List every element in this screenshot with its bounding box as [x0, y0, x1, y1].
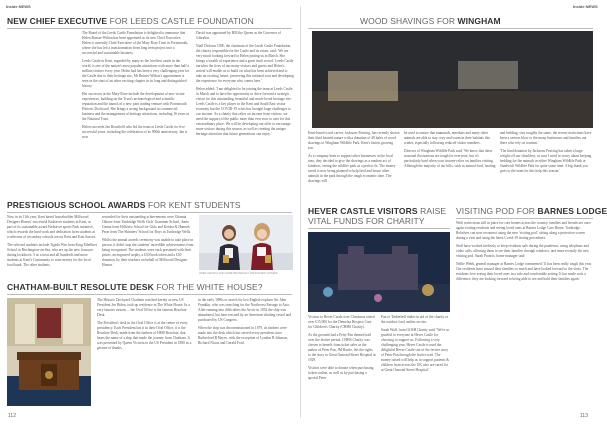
wood-shavings-photo: [308, 31, 593, 128]
chatham-para: The Historic Dockyard Chatham watched keenly as new US President Joe Biden, took up residence in The White House. In a very famous custom ... the Oval Office is the famous Resolute Desk.: [97, 298, 190, 317]
school-para: Whilst the annual awards ceremony was unable to take place in person, it didn't stop the students' incredible achievements from being recognised. The students were each presented with their prizes, an engraved trophy, a £50 book token and a £50 donation, by their teachers on behalf of Millwood Designer Homes.: [102, 238, 194, 267]
wood-para: As a company keen to support other businesses in the local area, they decided to give the shavings as a random act of kindness, seeing the wildlife park as a perfect fit. The money saved is now being planned to help feed and house other animals in the park through the tough economic time. The shavings will: [308, 154, 396, 183]
pod-column: [456, 221, 593, 316]
chief-para: The Board of the Leeds Castle Foundation is delighted to announce that Helen Bonser-Wilton has been appointed as its new Chief Executive. Helen is currently Chief Executive of the Mary Rose Trust in Portsmouth, where she has led a transformation from long term project into a successful and sustainable business.: [82, 31, 189, 55]
wood-rule: [308, 28, 593, 29]
wood-headline: [360, 16, 501, 26]
pod-para: Nellie Webb, general manager at Barnes Lodge commented: 'It has been really tough this year. Our residents have missed their families so much and have looked forward to the visits. The residents love seeing their loved ones in a safe and comfortable setting. It has made such a difference, they are looking forward to being able to see and hold their families again.': [456, 262, 592, 281]
pod-headline-bold: BARNES LODGE: [537, 206, 607, 216]
hever-castle-photo: [308, 232, 450, 312]
chief-para: Leeds Castle in Kent, regarded by many as the loveliest castle in the world, is one of the nation's most popular attractions with more than half a million visitors every year. Helen had has been a very challenging year for the Castle due to their heritage site, Mr Bonser-Wilton's appointment is seen as the start of an other exciting chapter in its long and distinguished history.: [82, 59, 190, 88]
chief-column-2: [196, 31, 294, 201]
wood-para: be used to ensure that mammals, meerkats and many other animals are able to stay cozy and warm in their habitats this winter, especially following reduced visitor numbers.: [404, 131, 490, 145]
school-headline-bold: PRESTIGIOUS SCHOOL AWARDS: [7, 200, 146, 210]
school-para: rewarded for their outstanding achievements were Ghamia Oktone from Tunbridge Wells Girls' Grammar School, Amie Genna from Hillview School for Girls and Keisha & Hannah Peon from The Skinners' School for Boys in Tunbridge Wells.: [102, 215, 192, 234]
hever-para: Visitors were able to donate when purchasing tickets online, as well as by purchasing a special Peter: [308, 366, 374, 380]
chief-headline: [7, 16, 254, 26]
school-para: The selected students include Tigeda Win from King Ethelbert School in Birchington-on-Sea, who are up the new focusses during lockdown. 5 as a treat and all hundreds and more students at Kent's Community to raise money for the local food bank. The other students: [7, 243, 97, 267]
wood-para: 'The kind donation by Jacksons Fencing has taken a large weight off our shoulders, so now I need to worry about keeping bedding for the animals in either Wingham Wildlife Park or Sandwich Wildlife Park for quite some time. A big thank you goes to the team for this help this season.': [500, 149, 592, 173]
school-para: Now in its 11th year, Kent based housebuilder Millwood Designer Homes' successful Endeavor students in Kent, as part of its sustainable award Endeavor sports Park initiative, which rewards the hard work and dedication from students at a selection of secondary schools across Kent and East Sussex.: [7, 215, 97, 239]
chief-para: Niall Dickson CBE, the chairman of the Leeds Castle Foundation, the charity responsible for the Castle and its estate, said: 'We are very much looking forward to Helen joining us in March. She brings a wealth of experience and a great track record. Leeds Castle enriches the lives of our many visitors and guests and Helen's arrival will enable us to build on what has been achieved and to take an exciting future, preserving this national icon and developing the experience for everyone who comes here.': [196, 44, 294, 83]
wood-headline-light: WOOD SHAVINGS: [360, 16, 435, 26]
chatham-column-2: [198, 298, 293, 408]
hever-para: Pan or Tinkerbell tinker in aid of the charity or the outdoor food outlets on-site.: [381, 315, 449, 324]
chatham-para: When the ship was decommissioned in 1879, its timbers were made into the desk which has served every president since Rutherford B Hayes, with the exception of Lyndon B Johnson, Richard Nixon and Gerald Ford.: [198, 326, 288, 345]
hever-column-1: [308, 315, 376, 410]
chatham-rule: [7, 294, 292, 295]
chief-para: Helen succeeds Jan Bousfield who led the team at Leeds Castle for five successful years, including the celebration of its 900th anniversary. Jan is now: [82, 125, 188, 139]
pod-headline-light: VISITING POD FOR: [456, 206, 536, 216]
wood-headline-for: FOR: [436, 16, 456, 26]
zoo-animal-shavings-image: [308, 31, 593, 128]
wood-column-2: [404, 131, 496, 199]
chief-para: Helen added: 'I am delighted to be joining the team at Leeds Castle in March and to have the opportunity to drive forward a strategic vision for this outstanding, beautiful and much-loved heritage site. Leeds Castle is a key player in the Kent and South East visitor economy but the COVID-19 crisis has brought huge challenges to our income. As a charity that relies on income from visitors, we need the support of the public more than ever now to care for this extraordinary place. We will be developing our offer to encourage more visitors during this season, as well as creating the unique heritage attraction that future generations can enjoy.': [196, 87, 293, 136]
pod-rule: [456, 218, 593, 219]
oval-office-desk-image: [7, 298, 91, 406]
hever-para: As the grounds had a Petty Pan themed trail over the festive period, CHHS Charity was chosen to benefit from ticket sales as the author of Peter Pan, JM Barrie, left the rights to the story to Great Ormond Street Hospital in 1929.: [308, 333, 376, 362]
wood-headline-bold: WINGHAM: [457, 16, 501, 26]
hever-headline: [308, 206, 446, 226]
chatham-headline: [7, 282, 263, 292]
chatham-headline-bold: CHATHAM-BUILT RESOLUTE DESK: [7, 282, 154, 292]
pod-headline: [456, 206, 607, 216]
chatham-headline-light: FOR THE WHITE HOUSE?: [156, 282, 263, 292]
school-headline: [7, 200, 241, 210]
wood-column-1: [308, 131, 400, 199]
students-with-trophies-image: [199, 215, 293, 270]
chief-rule: [7, 28, 292, 29]
hever-para: Sarah Wall, from GOSH Charity said: 'We're so grateful to everyone at Hever Castle for choosing to support us. Following a very challenging year, Hever Castle is used the delightful Hever Castle site of the festive story of Peter Pan through the festive trail. The money raised will help us to support patients & children from across the UK who are cared for at Great Ormond Street Hospital.': [381, 328, 450, 372]
school-rule: [7, 212, 292, 213]
pod-para: With restrictions still in place for care homes across the country, families and friends are once again visiting residents and seeing loved ones at Barnes Lodge Care Home, Tonbridge. Relatives can now reconnect using the new 'visiting pod', sitting along a protective screen during a visit and using the latest Covid-19 testing procedures.: [456, 221, 591, 240]
chief-headline-light: FOR LEEDS CASTLE FOUNDATION: [109, 16, 254, 26]
hever-para: Visitors to Hever Castle over Christmas raised over £15,000 for the Demelza Hospice Care for Children's Charity (CHHS Charity).: [308, 315, 375, 329]
chatham-column-1: [97, 298, 192, 408]
hever-column-2: [381, 315, 450, 410]
hever-rule: [308, 228, 450, 229]
wood-para: Director of Wingham Wildlife Park said: 'We know that these seasonal fluctuations are tough for everyone, but it's particularly hard when your income relies on families visiting. Although the majority of our bills, such as animal food, heating: [404, 149, 496, 168]
school-column-2: [102, 215, 194, 277]
spine-divider: [300, 6, 301, 418]
school-column-1: [7, 215, 97, 277]
chief-headline-bold: NEW CHIEF EXECUTIVE: [7, 16, 108, 26]
hever-headline-light-2: VITAL FUNDS FOR CHARITY: [308, 216, 425, 226]
masthead-left: Inside NEWS: [6, 4, 31, 9]
school-awards-photo: [199, 215, 293, 270]
chatham-para: in the early 1880s to search for lost English explorer Sir John Franklin, who was searching for the Northwest Passage to Asia. After running into difficulties the Arctic in 1852 the ship was abandoned, but later rescued by an American whaling vessel and purchased by US Congress.: [198, 298, 292, 322]
wood-para: and bedding, stay roughly the same, the recent restrictions have been a serious blow to the many businesses and families out there who rely on tourism.': [500, 131, 592, 145]
page-number-right: 113: [580, 413, 588, 419]
wood-para: Kent-based wood carver, Jacksons Fencing, has recently shown their kind hearted nature with a donation of 40 bales of wood shavings to Wingham Wildlife Park, Kent's fastest growing zoo.: [308, 131, 400, 150]
page-number-left: 112: [8, 413, 16, 419]
school-headline-light: FOR KENT STUDENTS: [148, 200, 241, 210]
hever-castle-lights-image: [308, 232, 450, 312]
chatham-para: The President's desk in the Oval Office is at the centre of every presidency. Each President has it in their Oval Office, it is the Resolute Desk, made from the timbers of HMS Resolute, that bears the name of a ship that made the journey from Chatham. It was presented by Queen Victoria to the US President in 1880 as a gesture of thanks.: [97, 321, 192, 350]
chief-column-1: [82, 31, 190, 201]
masthead-right: Inside NEWS: [573, 4, 598, 9]
chief-para: Her successes at the Mary Rose include the development of new visitor experiences, building on the Trust's archaeological and scientific reputation and the launch of a new joint trading venture with Portsmouth Historic Dockyard. She brings a strong background in commercial business and the management of heritage attractions, including 16 years at the National Trust.: [82, 92, 189, 121]
wood-column-3: [500, 131, 593, 199]
hever-headline-bold: HEVER CASTLE VISITORS: [308, 206, 418, 216]
hever-headline-light-1: RAISE: [420, 206, 447, 216]
school-photo-caption: AMIE GENNA AND AMIE BEVERLEY DESIGNER HOMES: [199, 271, 278, 275]
chief-para: David was appointed by HM the Queen as the Governor of Gibraltar.: [196, 31, 281, 40]
resolute-desk-photo: [7, 298, 91, 406]
pod-para: Staff have worked tirelessly to keep residents safe during the pandemic, using telephone and video calls, allowing them to see their families through windows, and more recently the new visiting pod. Sarah Francis, home manager said:: [456, 244, 589, 258]
